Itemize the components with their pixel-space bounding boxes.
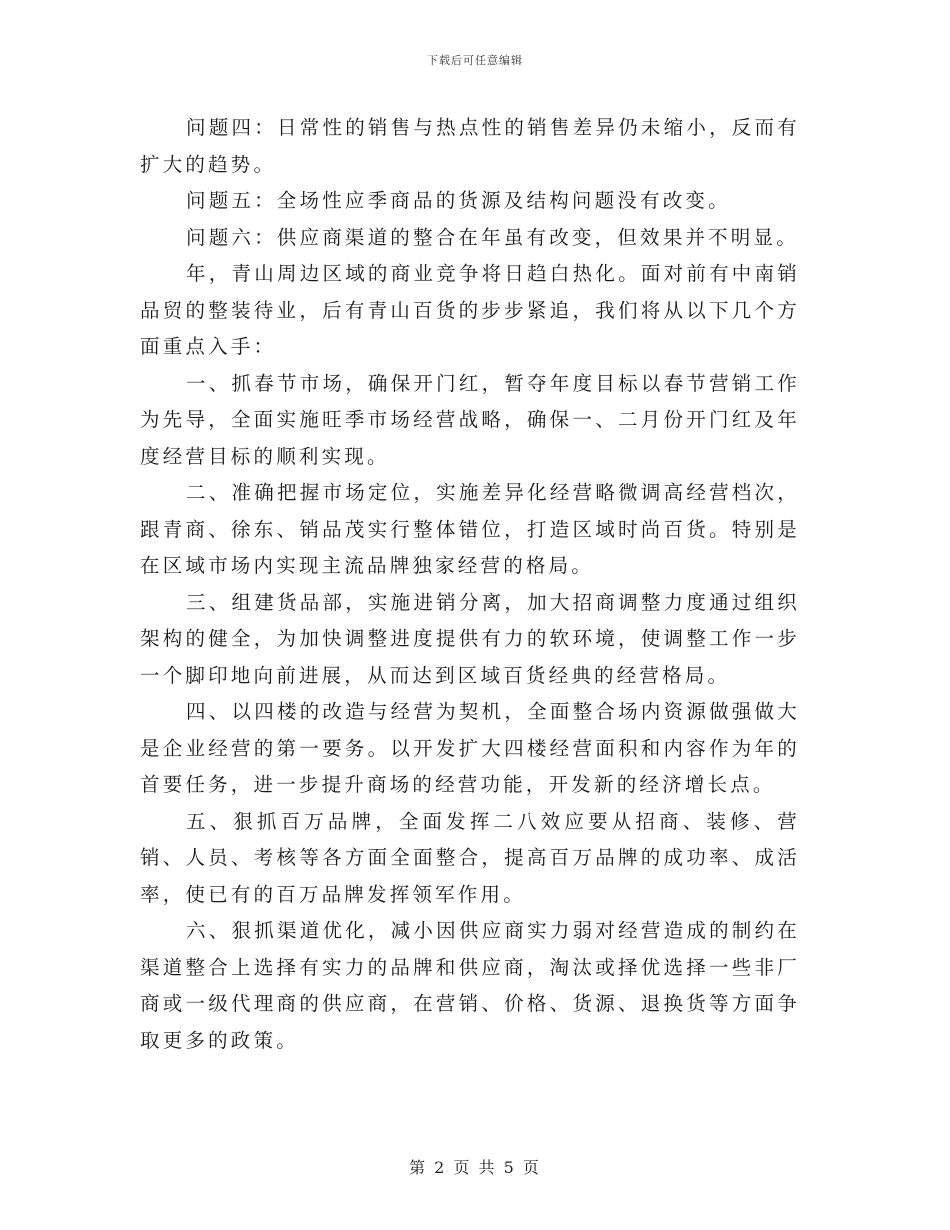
paragraph-problem-4: 问题四：日常性的销售与热点性的销售差异仍未缩小，反而有扩大的趋势。 <box>140 116 800 176</box>
paragraph-item-1: 一、抓春节市场，确保开门红，暂夺年度目标以春节营销工作为先导，全面实施旺季市场经营战略，确保一、二月份开门红及年度经营目标的顺利实现。 <box>140 371 800 468</box>
paragraph-item-6: 六、狠抓渠道优化，减小因供应商实力弱对经营造成的制约在渠道整合上选择有实力的品牌和供应商，淘汰或择优选择一些非厂商或一级代理商的供应商，在营销、价格、货源、退换货等方面争取更多的政策。 <box>140 919 800 1052</box>
paragraph-item-5: 五、狠抓百万品牌，全面发挥二八效应要从招商、装修、营销、人员、考核等各方面全面整合，提高百万品牌的成功率、成活率，使已有的百万品牌发挥领军作用。 <box>140 809 800 906</box>
paragraph-problem-6: 问题六：供应商渠道的整合在年虽有改变，但效果并不明显。 <box>186 225 799 249</box>
paragraph-intro: 年，青山周边区域的商业竞争将日趋白热化。面对前有中南销品贸的整装待业，后有青山百货的步步紧追，我们将从以下几个方面重点入手： <box>140 262 800 358</box>
document-body <box>140 110 800 1059</box>
paragraph-problem-5: 问题五：全场性应季商品的货源及结构问题没有改变。 <box>186 189 731 212</box>
paragraph-item-2: 二、准确把握市场定位，实施差异化经营略微调高经营档次，跟青商、徐东、销品茂实行整体错位，打造区域时尚百货。特别是在区域市场内实现主流品牌独家经营的格局。 <box>140 481 800 577</box>
paragraph-item-4: 四、以四楼的改造与经营为契机，全面整合场内资源做强做大是企业经营的第一要务。以开发扩大四楼经营面积和内容作为年的首要任务，进一步提升商场的经营功能，开发新的经济增长点。 <box>140 700 800 796</box>
page-number-footer: 第 2 页 共 5 页 <box>409 1158 541 1177</box>
page-header: 下载后可任意编辑 <box>427 54 523 67</box>
paragraph-item-3: 三、组建货品部，实施进销分离，加大招商调整力度通过组织架构的健全，为加快调整进度提供有力的软环境，使调整工作一步一个脚印地向前进展，从而达到区域百货经典的经营格局。 <box>140 590 800 687</box>
